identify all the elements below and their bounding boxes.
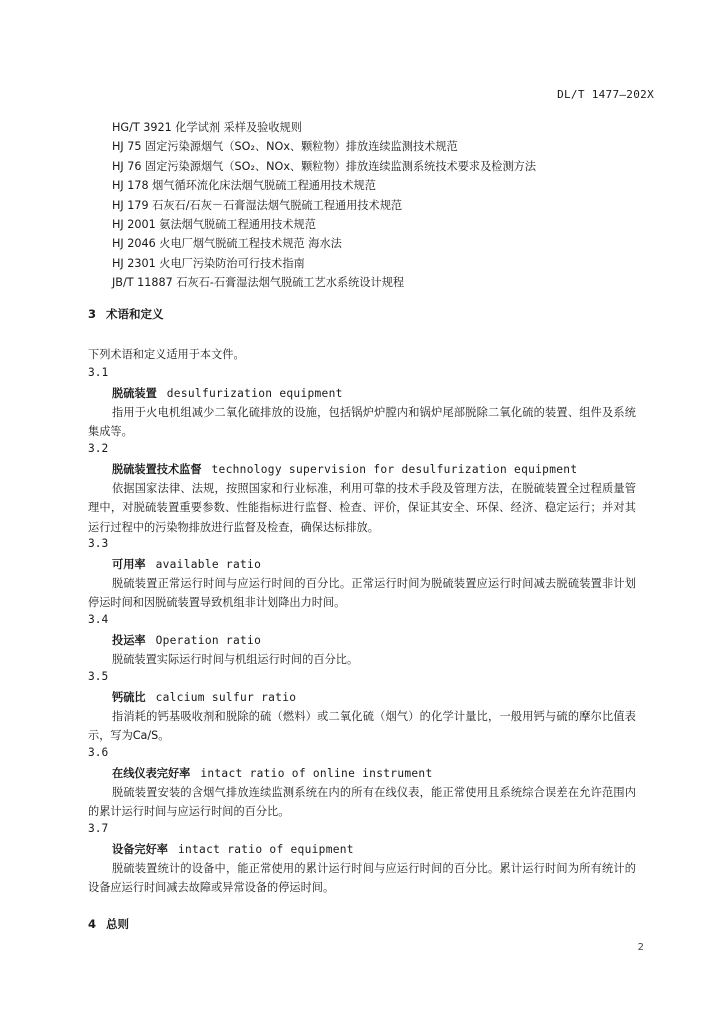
term-definition: 脱硫装置实际运行时间与机组运行时间的百分比。 bbox=[112, 653, 359, 666]
reference-item: HJ 2301 火电厂污染防治可行技术指南 bbox=[112, 256, 305, 270]
section-heading-4 bbox=[88, 916, 129, 932]
term-chinese: 脱硫装置技术监督 bbox=[112, 463, 202, 476]
section-title: 术语和定义 bbox=[106, 307, 164, 321]
clause-number: 3.7 bbox=[88, 822, 109, 835]
term-chinese: 设备完好率 bbox=[112, 843, 168, 856]
term-title bbox=[112, 556, 261, 572]
reference-item: HJ 2046 火电厂烟气脱硫工程技术规范 海水法 bbox=[112, 237, 342, 251]
term-chinese: 可用率 bbox=[112, 558, 146, 571]
clause-number: 3.4 bbox=[88, 613, 109, 626]
term-chinese: 投运率 bbox=[112, 634, 146, 647]
term-title bbox=[112, 689, 296, 705]
clause-number: 3.2 bbox=[88, 442, 109, 455]
reference-item: HJ 2001 氨法烟气脱硫工程通用技术规范 bbox=[112, 218, 316, 232]
clause-number: 3.5 bbox=[88, 670, 109, 683]
clause-number: 3.3 bbox=[88, 537, 109, 550]
term-title bbox=[112, 632, 261, 648]
reference-item: HJ 179 石灰石/石灰－石膏湿法烟气脱硫工程通用技术规范 bbox=[112, 198, 403, 212]
reference-item: HJ 178 烟气循环流化床法烟气脱硫工程通用技术规范 bbox=[112, 179, 376, 193]
term-definition: 指消耗的钙基吸收剂和脱除的硫（燃料）或二氧化硫（烟气）的化学计量比，一般用钙与硫的摩尔比值表示，写为Ca/S。 bbox=[88, 710, 636, 743]
section-title: 总则 bbox=[106, 917, 129, 931]
term-chinese: 脱硫装置 bbox=[112, 387, 157, 400]
term-title bbox=[112, 461, 577, 477]
term-english: calcium sulfur ratio bbox=[155, 691, 297, 704]
term-definition: 依据国家法律、法规，按照国家和行业标准，利用可靠的技术手段及管理方法，在脱硫装置全过程质量管理中，对脱硫装置重要参数、性能指标进行监督、检查、评价，保证其安全、环保、经济、稳定运行；并对其运行过程中的污染物排放进行监督及检查，确保达标排放。 bbox=[88, 482, 636, 534]
term-english: Operation ratio bbox=[155, 634, 262, 647]
section-intro: 下列术语和定义适用于本文件。 bbox=[88, 348, 245, 361]
page-number: 2 bbox=[637, 942, 644, 953]
term-title bbox=[112, 765, 433, 781]
section-number: 4 bbox=[88, 917, 97, 931]
term-chinese: 在线仪表完好率 bbox=[112, 767, 191, 780]
term-english: intact ratio of online instrument bbox=[200, 767, 433, 780]
term-english: intact ratio of equipment bbox=[177, 843, 354, 856]
term-definition: 脱硫装置统计的设备中，能正常使用的累计运行时间与应运行时间的百分比。累计运行时间为所有统计的设备应运行时间减去故障或异常设备的停运时间。 bbox=[88, 862, 636, 895]
term-definition: 脱硫装置安装的含烟气排放连续监测系统在内的所有在线仪表，能正常使用且系统综合误差在允许范围内的累计运行时间与应运行时间的百分比。 bbox=[88, 786, 636, 819]
document-code: DL/T 1477—202X bbox=[557, 88, 654, 101]
term-english: available ratio bbox=[155, 558, 262, 571]
term-definition: 指用于火电机组减少二氧化硫排放的设施，包括锅炉炉膛内和锅炉尾部脱除二氧化硫的装置、组件及系统集成等。 bbox=[88, 406, 636, 439]
reference-item: HJ 76 固定污染源烟气（SO₂、NOx、颗粒物）排放连续监测系统技术要求及检测方法 bbox=[112, 159, 537, 173]
reference-item: HJ 75 固定污染源烟气（SO₂、NOx、颗粒物）排放连续监测技术规范 bbox=[112, 140, 458, 154]
term-definition: 脱硫装置正常运行时间与应运行时间的百分比。正常运行时间为脱硫装置应运行时间减去脱硫装置非计划停运时间和因脱硫装置导致机组非计划降出力时间。 bbox=[88, 577, 636, 610]
term-title bbox=[112, 385, 343, 401]
normative-references-list bbox=[112, 118, 536, 293]
reference-item: HG/T 3921 化学试剂 采样及验收规则 bbox=[112, 121, 302, 134]
term-english: desulfurization equipment bbox=[166, 387, 343, 400]
reference-item: JB/T 11887 石灰石-石膏湿法烟气脱硫工艺水系统设计规程 bbox=[112, 276, 405, 290]
section-heading-3 bbox=[88, 306, 164, 322]
term-title bbox=[112, 841, 354, 857]
clause-number: 3.1 bbox=[88, 366, 109, 379]
term-english: technology supervision for desulfurization equipment bbox=[211, 463, 578, 476]
section-number: 3 bbox=[88, 307, 97, 321]
term-chinese: 钙硫比 bbox=[112, 691, 146, 704]
clause-number: 3.6 bbox=[88, 746, 109, 759]
